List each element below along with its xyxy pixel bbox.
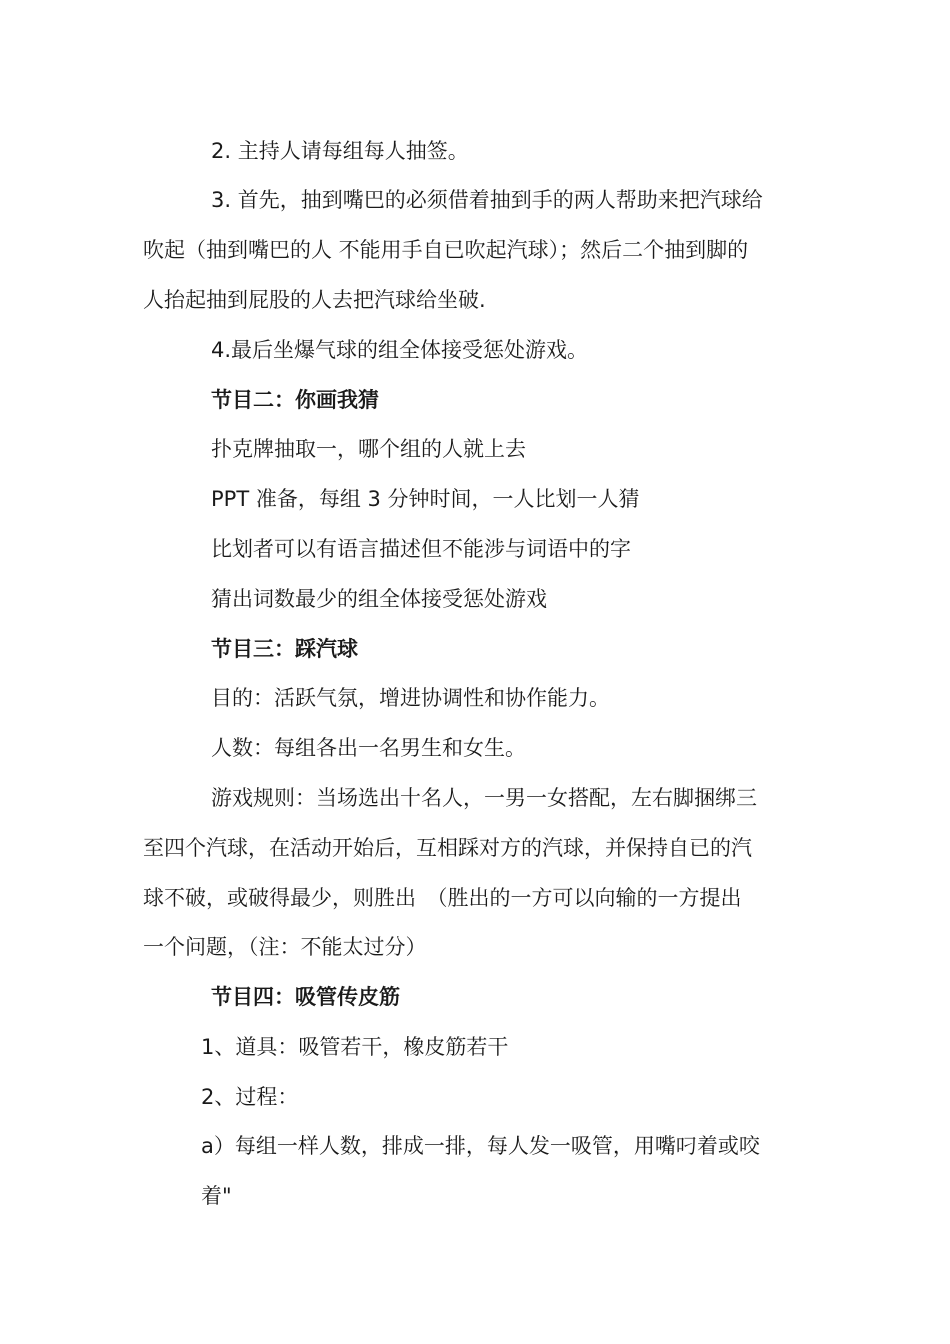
list-item: 2、过程： — [201, 1085, 299, 1109]
paragraph-text: 扑克牌抽取一，哪个组的人就上去 — [211, 437, 526, 461]
rules-text-line-1: 游戏规则：当场选出十名人，一男一女搭配，左右脚捆绑三 — [211, 786, 757, 810]
paragraph-text: PPT 准备，每组 3 分钟时间，一人比划一人猜 — [211, 487, 640, 511]
step-4-text: 4.最后坐爆气球的组全体接受惩处游戏。 — [211, 338, 589, 362]
section-heading-2: 节目二：你画我猜 — [211, 388, 379, 412]
step-3-text-line-3: 人抬起抽到屁股的人去把汽球给坐破. — [143, 288, 486, 312]
section-heading-3: 节目三：踩汽球 — [211, 637, 358, 661]
rules-text-line-3: 球不破，或破得最少，则胜出 （胜出的一方可以向输的一方提出 — [143, 886, 742, 910]
paragraph-text: 人数：每组各出一名男生和女生。 — [211, 736, 526, 760]
paragraph-text: 目的：活跃气氛，增进协调性和协作能力。 — [211, 686, 610, 710]
paragraph-text: 比划者可以有语言描述但不能涉与词语中的字 — [211, 537, 631, 561]
process-text-line-2: 着" — [201, 1184, 232, 1208]
rules-text-line-4: 一个问题，（注：不能太过分） — [143, 935, 427, 959]
section-heading-4: 节目四：吸管传皮筋 — [211, 985, 400, 1009]
paragraph-text: 猜出词数最少的组全体接受惩处游戏 — [211, 587, 547, 611]
step-3-text-line-1: 3. 首先，抽到嘴巴的必须借着抽到手的两人帮助来把汽球给 — [211, 188, 763, 212]
rules-text-line-2: 至四个汽球，在活动开始后，互相踩对方的汽球，并保持自已的汽 — [143, 836, 752, 860]
process-text-line-1: a）每组一样人数，排成一排，每人发一吸管，用嘴叼着或咬 — [201, 1134, 760, 1158]
list-item: 1、道具：吸管若干，橡皮筋若干 — [201, 1035, 509, 1059]
step-2-text: 2. 主持人请每组每人抽签。 — [211, 139, 469, 163]
step-3-text-line-2: 吹起（抽到嘴巴的人 不能用手自已吹起汽球）；然后二个抽到脚的 — [143, 238, 749, 262]
